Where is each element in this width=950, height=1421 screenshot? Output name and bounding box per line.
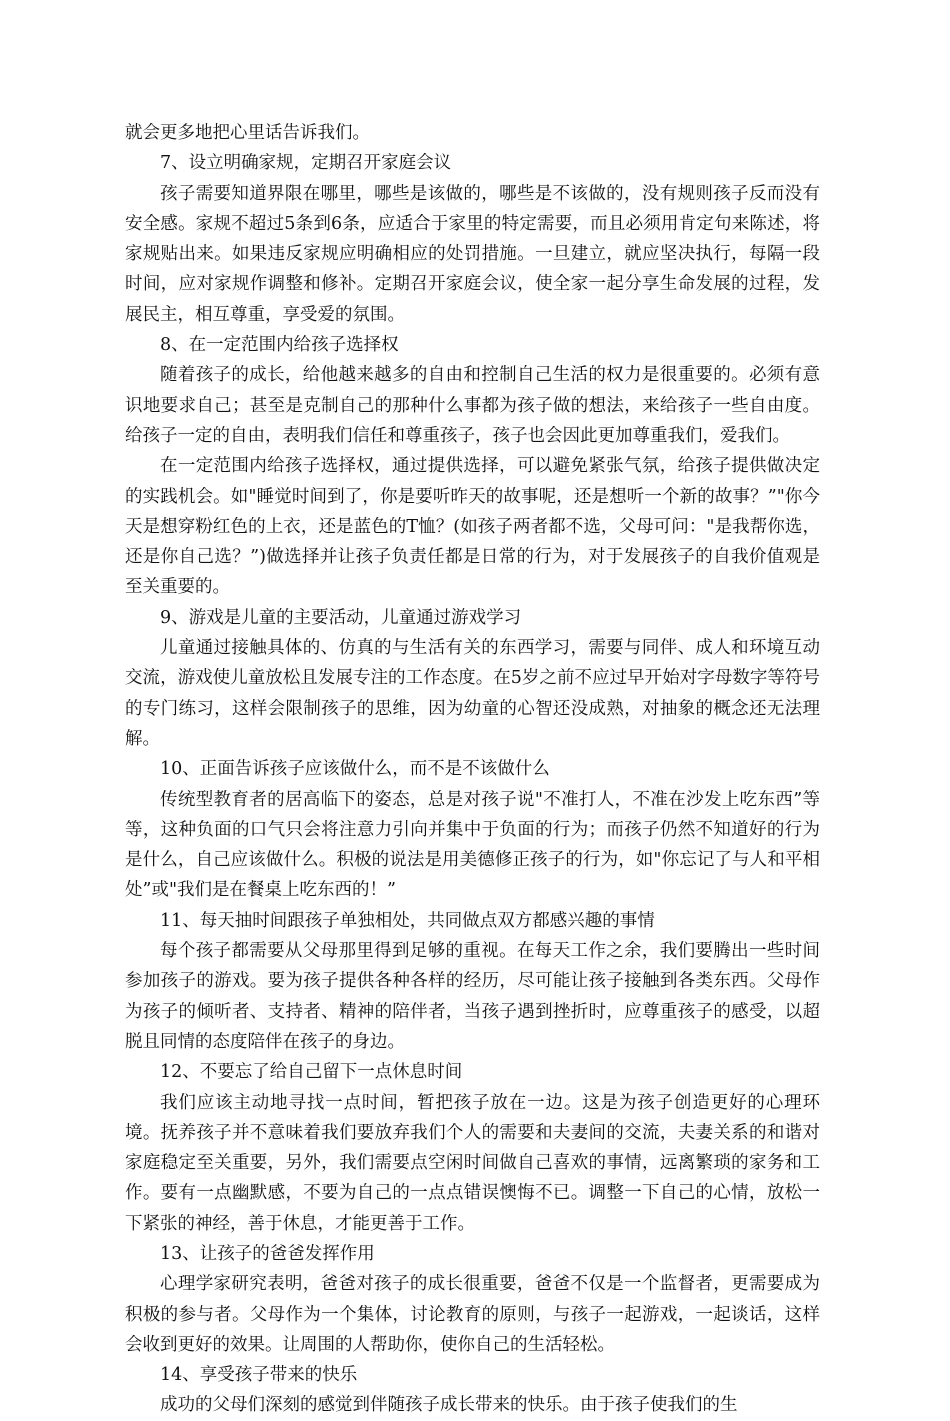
section-heading-11: 11、每天抽时间跟孩子单独相处，共同做点双方都感兴趣的事情 (160, 910, 655, 931)
paragraph: 传统型教育者的居高临下的姿态，总是对孩子说"不准打人，不准在沙发上吃东西”等等，这种负面的口气只会将注意力引向并集中于负面的行为；而孩子仍然不知道好的行为是什么，自己应该做什么。积极的说法是用美德修正孩子的行为，如"你忘记了与人和平相处”或"我们是在餐桌上吃东西的！” (125, 789, 820, 901)
paragraph: 儿童通过接触具体的、仿真的与生活有关的东西学习，需要与同伴、成人和环境互动交流，游戏使儿童放松且发展专注的工作态度。在5岁之前不应过早开始对字母数字等符号的专门练习，这样会限制孩子的思维，因为幼童的心智还没成熟，对抽象的概念还无法理解。 (125, 638, 820, 749)
section-heading-13: 13、让孩子的爸爸发挥作用 (160, 1243, 375, 1264)
paragraph: 我们应该主动地寻找一点时间，暂把孩子放在一边。这是为孩子创造更好的心理环境。抚养孩子并不意味着我们要放弃我们个人的需要和夫妻间的交流，夫妻关系的和谐对家庭稳定至关重要，另外，我们需要点空闲时间做自己喜欢的事情，远离繁琐的家务和工作。要有一点幽默感，不要为自己的一点点错误懊悔不已。调整一下自己的心情，放松一下紧张的神经，善于休息，才能更善于工作。 (125, 1092, 820, 1234)
paragraph: 孩子需要知道界限在哪里，哪些是该做的，哪些是不该做的，没有规则孩子反而没有安全感。家规不超过5条到6条，应适合于家里的特定需要，而且必须用肯定句来陈述，将家规贴出来。如果违反家规应明确相应的处罚措施。一旦建立，就应坚决执行，每隔一段时间，应对家规作调整和修补。定期召开家庭会议，使全家一起分享生命发展的过程，发展民主，相互尊重，享受爱的氛围。 (125, 183, 820, 325)
section-heading-9: 9、游戏是儿童的主要活动，儿童通过游戏学习 (160, 607, 522, 628)
paragraph: 在一定范围内给孩子选择权，通过提供选择，可以避免紧张气氛，给孩子提供做决定的实践机会。如"睡觉时间到了，你是要听昨天的故事呢，还是想听一个新的故事？”"你今天是想穿粉红色的上衣，还是蓝色的T恤？(如孩子两者都不选，父母可问："是我帮你选，还是你自己选？”)做选择并让孩子负责任都是日常的行为，对于发展孩子的自我价值观是至关重要的。 (125, 456, 820, 598)
paragraph: 心理学家研究表明，爸爸对孩子的成长很重要，爸爸不仅是一个监督者，更需要成为积极的参与者。父母作为一个集体，讨论教育的原则，与孩子一起游戏，一起谈话，这样会收到更好的效果。让周围的人帮助你，使你自己的生活轻松。 (125, 1274, 820, 1355)
section-heading-8: 8、在一定范围内给孩子选择权 (160, 335, 399, 356)
section-heading-7: 7、设立明确家规，定期召开家庭会议 (160, 153, 452, 174)
section-heading-14: 14、享受孩子带来的快乐 (160, 1365, 358, 1386)
section-heading-10: 10、正面告诉孩子应该做什么，而不是不该做什么 (160, 759, 550, 780)
section-heading-12: 12、不要忘了给自己留下一点休息时间 (160, 1062, 463, 1083)
document-body (125, 118, 820, 1421)
paragraph: 每个孩子都需要从父母那里得到足够的重视。在每天工作之余，我们要腾出一些时间参加孩子的游戏。要为孩子提供各种各样的经历，尽可能让孩子接触到各类东西。父母作为孩子的倾听者、支持者、精神的陪伴者，当孩子遇到挫折时，应尊重孩子的感受，以超脱且同情的态度陪伴在孩子的身边。 (125, 941, 820, 1052)
paragraph: 随着孩子的成长，给他越来越多的自由和控制自己生活的权力是很重要的。必须有意识地要求自己；甚至是克制自己的那种什么事都为孩子做的想法，来给孩子一些自由度。给孩子一定的自由，表明我们信任和尊重孩子，孩子也会因此更加尊重我们，爱我们。 (125, 365, 820, 446)
paragraph-continuation: 就会更多地把心里话告诉我们。 (125, 123, 370, 143)
paragraph: 成功的父母们深刻的感觉到伴随孩子成长带来的快乐。由于孩子使我们的生 (160, 1395, 738, 1416)
